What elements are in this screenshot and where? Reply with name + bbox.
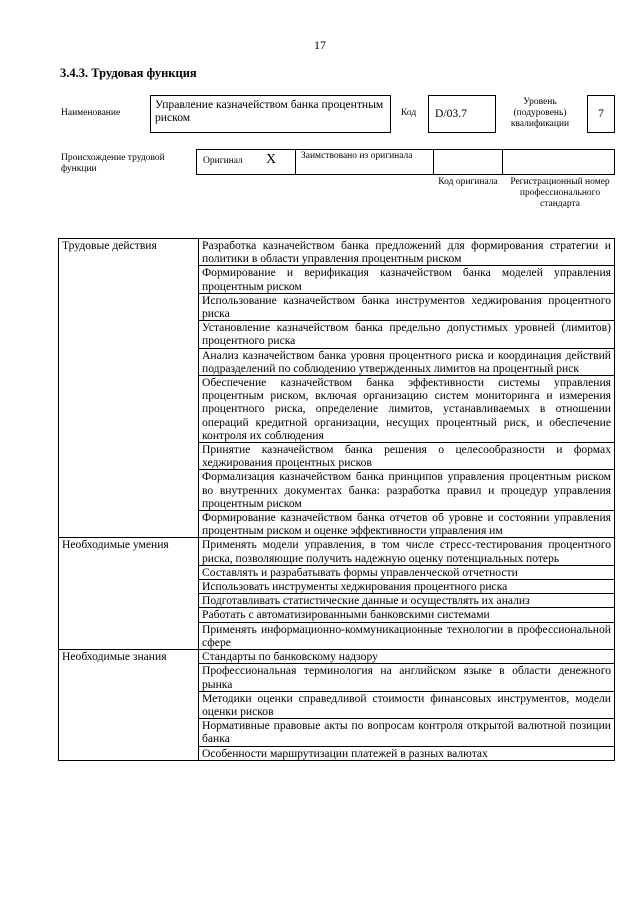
table-cell: Стандарты по банковскому надзору	[199, 650, 615, 664]
code-value-box	[428, 95, 496, 133]
table-row	[59, 650, 615, 664]
level-value: 7	[598, 107, 604, 120]
table-cell: Установление казначейством банка предельно допустимых уровней (лимитов) процентного риска	[199, 321, 615, 348]
table-cell: Составлять и разрабатывать формы управленческой отчетности	[199, 565, 615, 579]
code-label: Код	[401, 108, 417, 118]
section-title-cell: Трудовые действия	[59, 239, 199, 538]
table-cell: Применять модели управления, в том числе стресс-тестирования процентного риска, позволяющие получить надежную оценку потенциальных потерь	[199, 538, 615, 565]
table-cell: Анализ казначейством банка уровня процентного риска и координация действий подразделений по соблюдению утвержденных лимитов на процентный риск	[199, 348, 615, 375]
level-value-box	[587, 95, 615, 133]
table-cell: Формализация казначейством банка принципов управления процентным риском во внутренних документах банка: разработка правил и процедур управления процентным риском	[199, 470, 615, 511]
section-title: 3.4.3. Трудовая функция	[60, 66, 197, 80]
table-cell: Особенности маршрутизации платежей в разных валютах	[199, 746, 615, 760]
name-label: Наименование	[61, 108, 121, 118]
name-value: Управление казначейством банка процентным риском	[155, 98, 384, 125]
origin-divider-1	[295, 149, 296, 175]
table-cell: Подготавливать статистические данные и осуществлять их анализ	[199, 594, 615, 608]
table-cell: Принятие казначейством банка решения о целесообразности и формах хеджирования процентных рисков	[199, 443, 615, 470]
table-cell: Использовать инструменты хеджирования процентного риска	[199, 580, 615, 594]
borrowed-label: Заимствовано из оригинала	[301, 151, 413, 161]
table-cell: Формирование казначейством банка отчетов об уровне и состоянии управления процентным риском и оценке эффективности управления им	[199, 511, 615, 538]
origin-label: Происхождение трудовой функции	[61, 153, 165, 174]
section-title-cell: Необходимые умения	[59, 538, 199, 650]
code-value: D/03.7	[435, 107, 467, 120]
table-row	[59, 538, 615, 565]
section-title-cell: Необходимые знания	[59, 650, 199, 761]
table-cell: Применять информационно-коммуникационные технологии в профессиональной сфере	[199, 622, 615, 649]
name-value-box	[150, 95, 391, 133]
origin-divider-2	[433, 149, 434, 175]
origin-divider-3	[502, 149, 503, 175]
table-cell: Работать с автоматизированными банковскими системами	[199, 608, 615, 622]
table-cell: Нормативные правовые акты по вопросам контроля открытой валютной позиции банка	[199, 719, 615, 746]
function-table	[58, 238, 615, 761]
code-original-label: Код оригинала	[438, 177, 498, 187]
level-label: Уровень (подуровень) квалификации	[510, 97, 570, 129]
original-mark: X	[266, 152, 277, 167]
table-cell: Обеспечение казначейством банка эффективности системы управления процентным риском, включая организацию систем мониторинга и измерения процентного риска, определение лимитов, устанавливаемых в отношении операций кредитной организации, несущих процентный риск, и обеспечение контроля их соблюдения	[199, 376, 615, 443]
table-cell: Профессиональная терминология на английском языке в области денежного рынка	[199, 664, 615, 691]
table-cell: Методики оценки справедливой стоимости финансовых инструментов, модели оценки рисков	[199, 691, 615, 718]
table-cell: Использование казначейством банка инструментов хеджирования процентного риска	[199, 293, 615, 320]
table-row	[59, 239, 615, 266]
table-cell: Разработка казначейством банка предложений для формирования стратегии и политики в области управления процентным риском	[199, 239, 615, 266]
table-cell: Формирование и верификация казначейством банка моделей управления процентным риском	[199, 266, 615, 293]
original-label: Оригинал	[203, 156, 243, 166]
reg-number-label: Регистрационный номер профессионального стандарта	[510, 177, 610, 209]
page-number: 17	[314, 38, 326, 52]
